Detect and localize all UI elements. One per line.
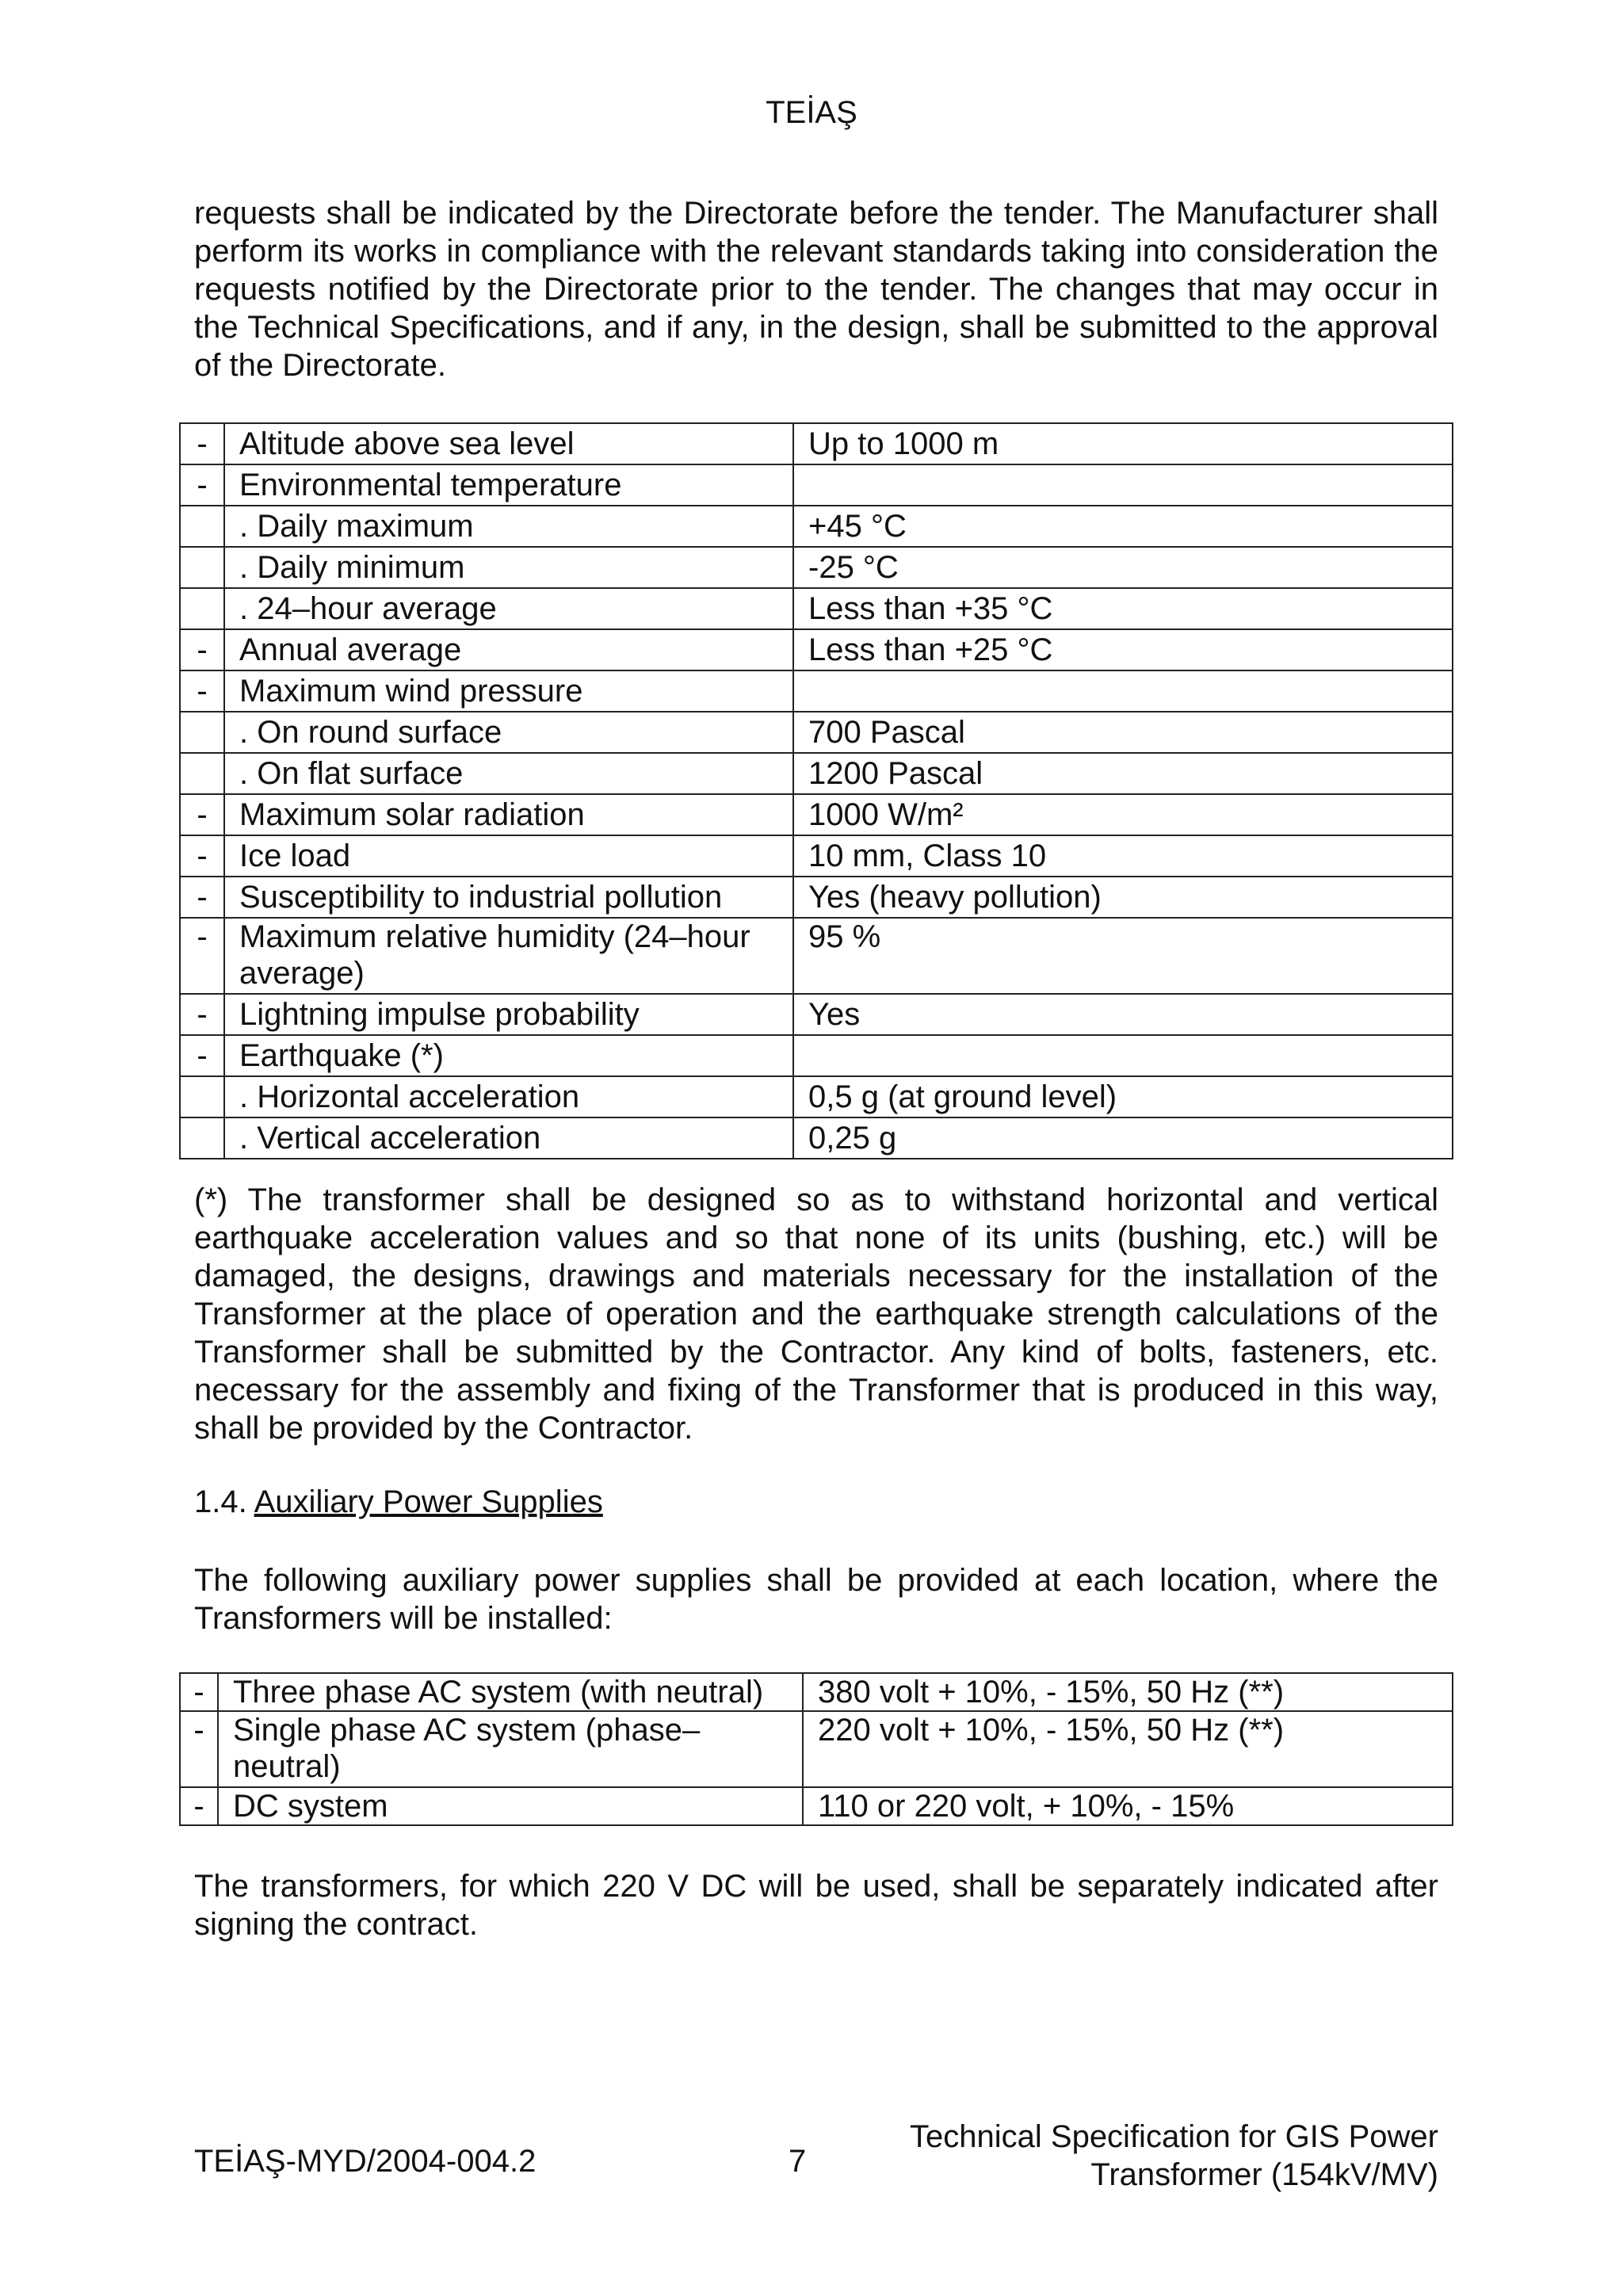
row-value: Yes (heavy pollution) [793,877,1453,918]
row-label: Earthquake (*) [224,1035,793,1076]
row-label: Annual average [224,629,793,670]
table-row [180,1076,1453,1117]
table-row [180,423,1453,464]
table-row [180,464,1453,506]
table-row [180,835,1453,877]
row-dash: - [180,423,224,464]
row-value [793,1035,1453,1076]
table-row [180,1711,1453,1787]
table-row [180,1117,1453,1159]
row-label: Susceptibility to industrial pollution [224,877,793,918]
table-row [180,794,1453,835]
row-value: 110 or 220 volt, + 10%, - 15% [803,1787,1453,1825]
table-row [180,918,1453,994]
row-label: . On round surface [224,712,793,753]
footer-title-line-2: Transformer (154kV/MV) [1090,2157,1438,2192]
footer-document-title [910,2118,1438,2194]
row-value: -25 °C [793,547,1453,588]
row-dash: - [180,670,224,712]
table-row [180,877,1453,918]
row-value: 95 % [793,918,1453,994]
row-value: Less than +25 °C [793,629,1453,670]
row-dash: - [180,918,224,994]
row-value: 1000 W/m² [793,794,1453,835]
row-label: Maximum relative humidity (24–hour average) [224,918,793,994]
environmental-conditions-table [179,422,1453,1159]
intro-paragraph: requests shall be indicated by the Directorate before the tender. The Manufacturer shall perform its works in compliance with the relevant standards taking into consideration the requests notified by the Directorate prior to the tender. The changes that may occur in the Technical Specifications, and if any, in the design, shall be submitted to the approval of the Directorate. [194,196,1438,383]
closing-paragraph: The transformers, for which 220 V DC will be used, shall be separately indicated after signing the contract. [194,1869,1438,1942]
row-value: Less than +35 °C [793,588,1453,629]
aux-intro-paragraph: The following auxiliary power supplies shall be provided at each location, where the Transformers will be installed: [194,1563,1438,1636]
table-row [180,994,1453,1035]
row-dash [180,712,224,753]
row-value [793,670,1453,712]
row-value: Up to 1000 m [793,423,1453,464]
row-label: DC system [218,1787,803,1825]
row-value [793,464,1453,506]
row-value: 700 Pascal [793,712,1453,753]
row-dash: - [180,464,224,506]
row-dash: - [180,877,224,918]
footer-title-line-1: Technical Specification for GIS Power [910,2119,1438,2154]
row-dash: - [180,1711,218,1787]
row-label: Maximum wind pressure [224,670,793,712]
row-label: . Daily maximum [224,506,793,547]
page-header-title: TEİAŞ [766,95,857,130]
table-row [180,588,1453,629]
section-title: Auxiliary Power Supplies [254,1484,603,1519]
row-label: Ice load [224,835,793,877]
row-value: 0,25 g [793,1117,1453,1159]
row-label: . 24–hour average [224,588,793,629]
row-dash [180,1076,224,1117]
table-row [180,1035,1453,1076]
row-dash: - [180,1035,224,1076]
section-heading [194,1484,603,1520]
row-value: 0,5 g (at ground level) [793,1076,1453,1117]
footer-document-id: TEİAŞ-MYD/2004-004.2 [194,2144,537,2179]
row-dash [180,588,224,629]
row-dash [180,1117,224,1159]
row-value: 1200 Pascal [793,753,1453,794]
table-row [180,1787,1453,1825]
table-row [180,629,1453,670]
row-dash: - [180,994,224,1035]
table-row [180,712,1453,753]
row-label: Maximum solar radiation [224,794,793,835]
row-dash: - [180,629,224,670]
row-dash: - [180,794,224,835]
row-label: Three phase AC system (with neutral) [218,1673,803,1711]
row-dash [180,506,224,547]
table-row [180,1673,1453,1711]
table-row [180,753,1453,794]
table-row [180,547,1453,588]
row-label: Altitude above sea level [224,423,793,464]
table-row [180,670,1453,712]
row-value: 10 mm, Class 10 [793,835,1453,877]
table-row [180,506,1453,547]
row-value: +45 °C [793,506,1453,547]
row-label: Environmental temperature [224,464,793,506]
row-value: 380 volt + 10%, - 15%, 50 Hz (**) [803,1673,1453,1711]
row-dash: - [180,1673,218,1711]
footer-page-number: 7 [789,2144,807,2179]
auxiliary-power-table [179,1672,1453,1826]
row-dash [180,753,224,794]
earthquake-note: (*) The transformer shall be designed so as to withstand horizontal and vertical earthquake acceleration values and so that none of its units (bushing, etc.) will be damaged, the designs, drawings and materials necessary for the installation of the Transformer at the place of operation and the earthquake strength calculations of the Transformer shall be submitted by the Contractor. Any kind of bolts, fasteners, etc. necessary for the assembly and fixing of the Transformer that is produced in this way, shall be provided by the Contractor. [194,1182,1438,1446]
row-label: . On flat surface [224,753,793,794]
row-label: Single phase AC system (phase–neutral) [218,1711,803,1787]
row-dash: - [180,1787,218,1825]
row-label: . Daily minimum [224,547,793,588]
row-label: . Horizontal acceleration [224,1076,793,1117]
row-dash [180,547,224,588]
row-dash: - [180,835,224,877]
row-label: . Vertical acceleration [224,1117,793,1159]
section-number: 1.4. [194,1484,247,1519]
row-value: Yes [793,994,1453,1035]
row-label: Lightning impulse probability [224,994,793,1035]
row-value: 220 volt + 10%, - 15%, 50 Hz (**) [803,1711,1453,1787]
